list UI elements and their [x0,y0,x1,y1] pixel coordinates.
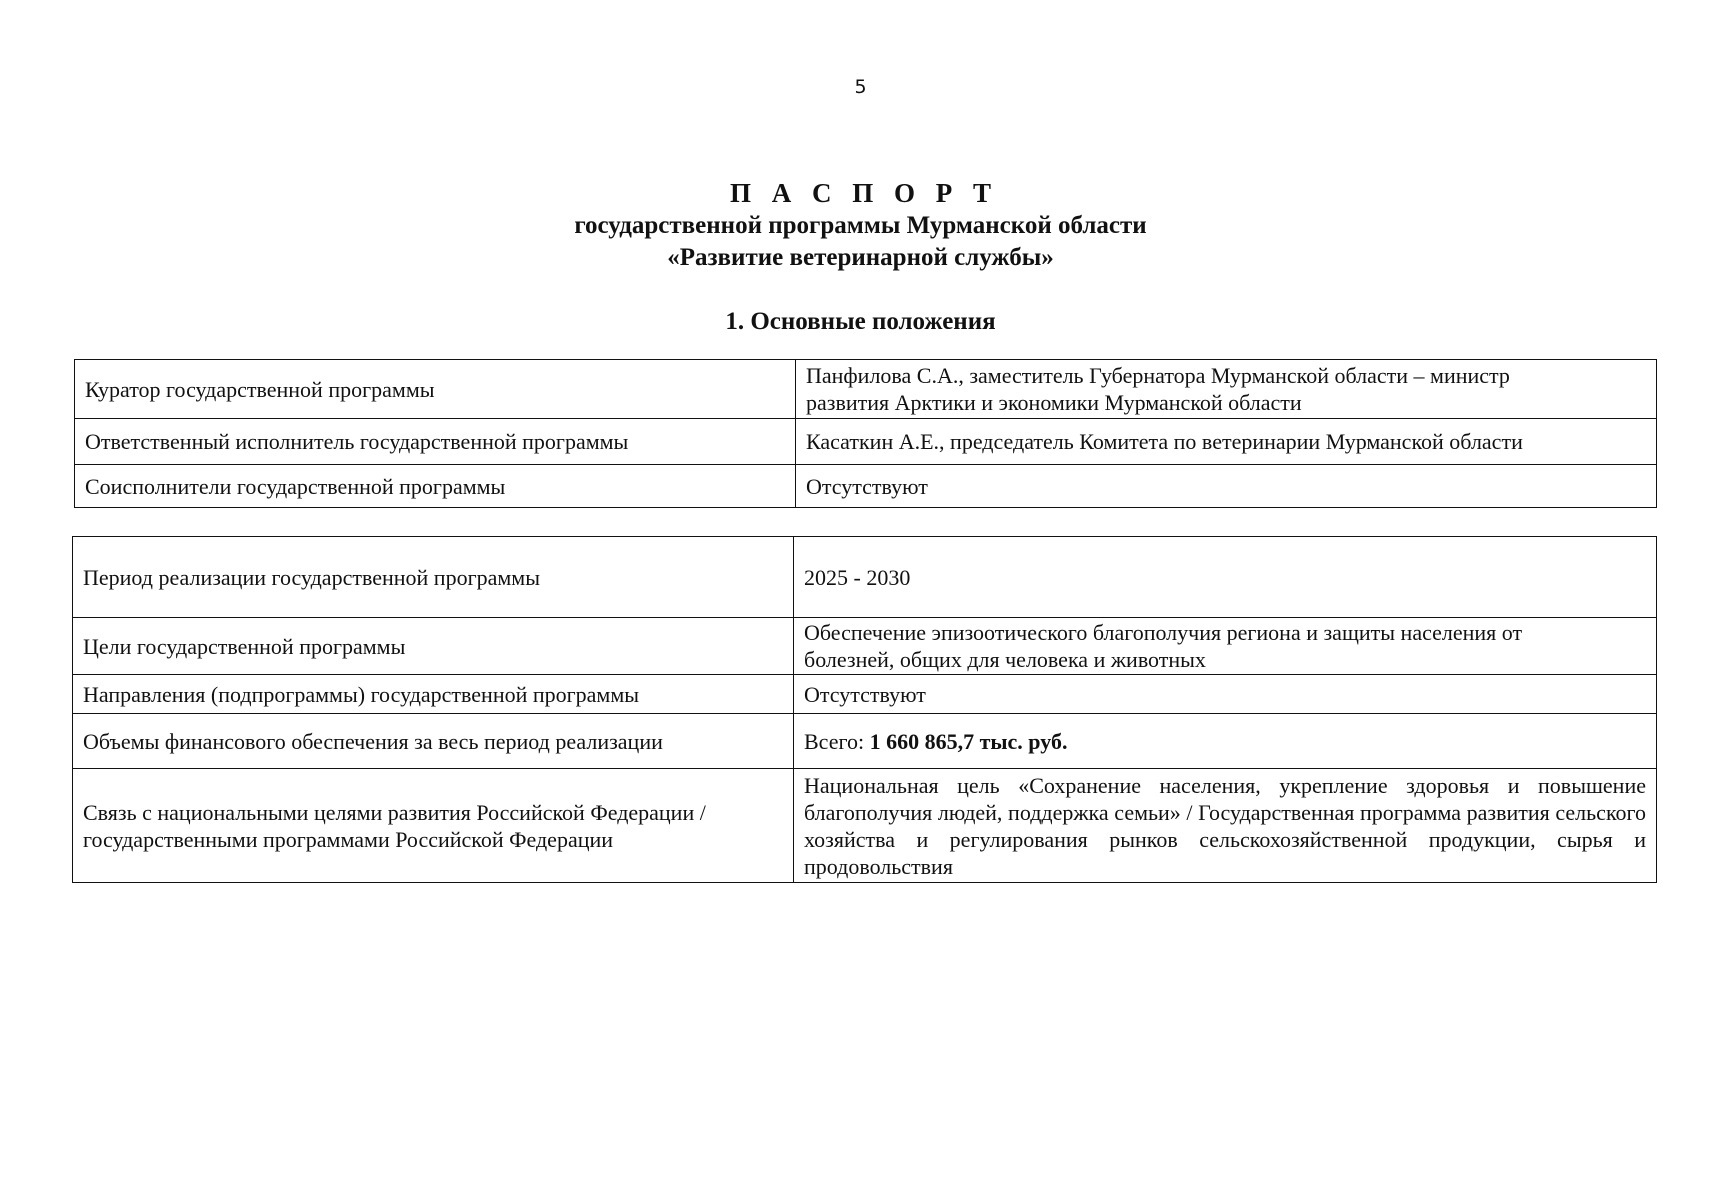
table-row-responsible-executor [75,419,1657,465]
financing-prefix: Всего: [804,728,870,754]
page-number: 5 [854,76,867,98]
row-value [796,360,1657,419]
document-subtitle-line-1: государственной программы Мурманской области [574,212,1147,239]
row-value: Отсутствуют [794,675,1657,714]
row-value [794,714,1657,769]
table-row-curator [75,360,1657,419]
row-value-line: развития Арктики и экономики Мурманской области [806,390,1302,415]
program-details-table [72,536,1657,883]
table-row-national-goals-link [73,769,1657,883]
row-label: Направления (подпрограммы) государственной программы [73,675,794,714]
table-row-financing [73,714,1657,769]
row-value: Отсутствуют [796,465,1657,508]
row-value: Касаткин А.Е., председатель Комитета по ветеринарии Мурманской области [796,419,1657,465]
main-provisions-table [74,359,1657,508]
row-label: Соисполнители государственной программы [75,465,796,508]
row-label: Объемы финансового обеспечения за весь период реализации [73,714,794,769]
table-row-goals [73,618,1657,675]
row-label-line: государственными программами Российской Федерации [83,826,614,852]
row-value-line: болезней, общих для человека и животных [804,647,1206,672]
row-value [794,618,1657,675]
row-label-line: Связь с национальными целями развития Российской Федерации / [83,799,706,825]
row-label: Цели государственной программы [73,618,794,675]
table-row-directions [73,675,1657,714]
row-value: Национальная цель «Сохранение населения, укрепление здоровья и повышение благополучия людей, поддержка семьи» / Государственная программа развития сельского хозяйства и регулирования рынков сельскохозяйственной продукции, сырья и продовольствия [794,769,1657,883]
financing-amount: 1 660 865,7 тыс. руб. [869,728,1068,754]
document-title: П А С П О Р Т [729,178,998,208]
document-title-block [0,176,1721,274]
table-row-period [73,537,1657,618]
document-subtitle-line-2: «Развитие ветеринарной службы» [667,244,1054,271]
row-value-line: Обеспечение эпизоотического благополучия региона и защиты населения от [804,620,1523,645]
table-row-co-executors [75,465,1657,508]
row-value-line: Панфилова С.А., заместитель Губернатора Мурманской области – министр [806,363,1510,388]
section-heading: 1. Основные положения [725,308,996,335]
row-label: Период реализации государственной программы [73,537,794,618]
row-label [73,769,794,883]
row-label: Ответственный исполнитель государственной программы [75,419,796,465]
row-value: 2025 - 2030 [794,537,1657,618]
row-label: Куратор государственной программы [75,360,796,419]
